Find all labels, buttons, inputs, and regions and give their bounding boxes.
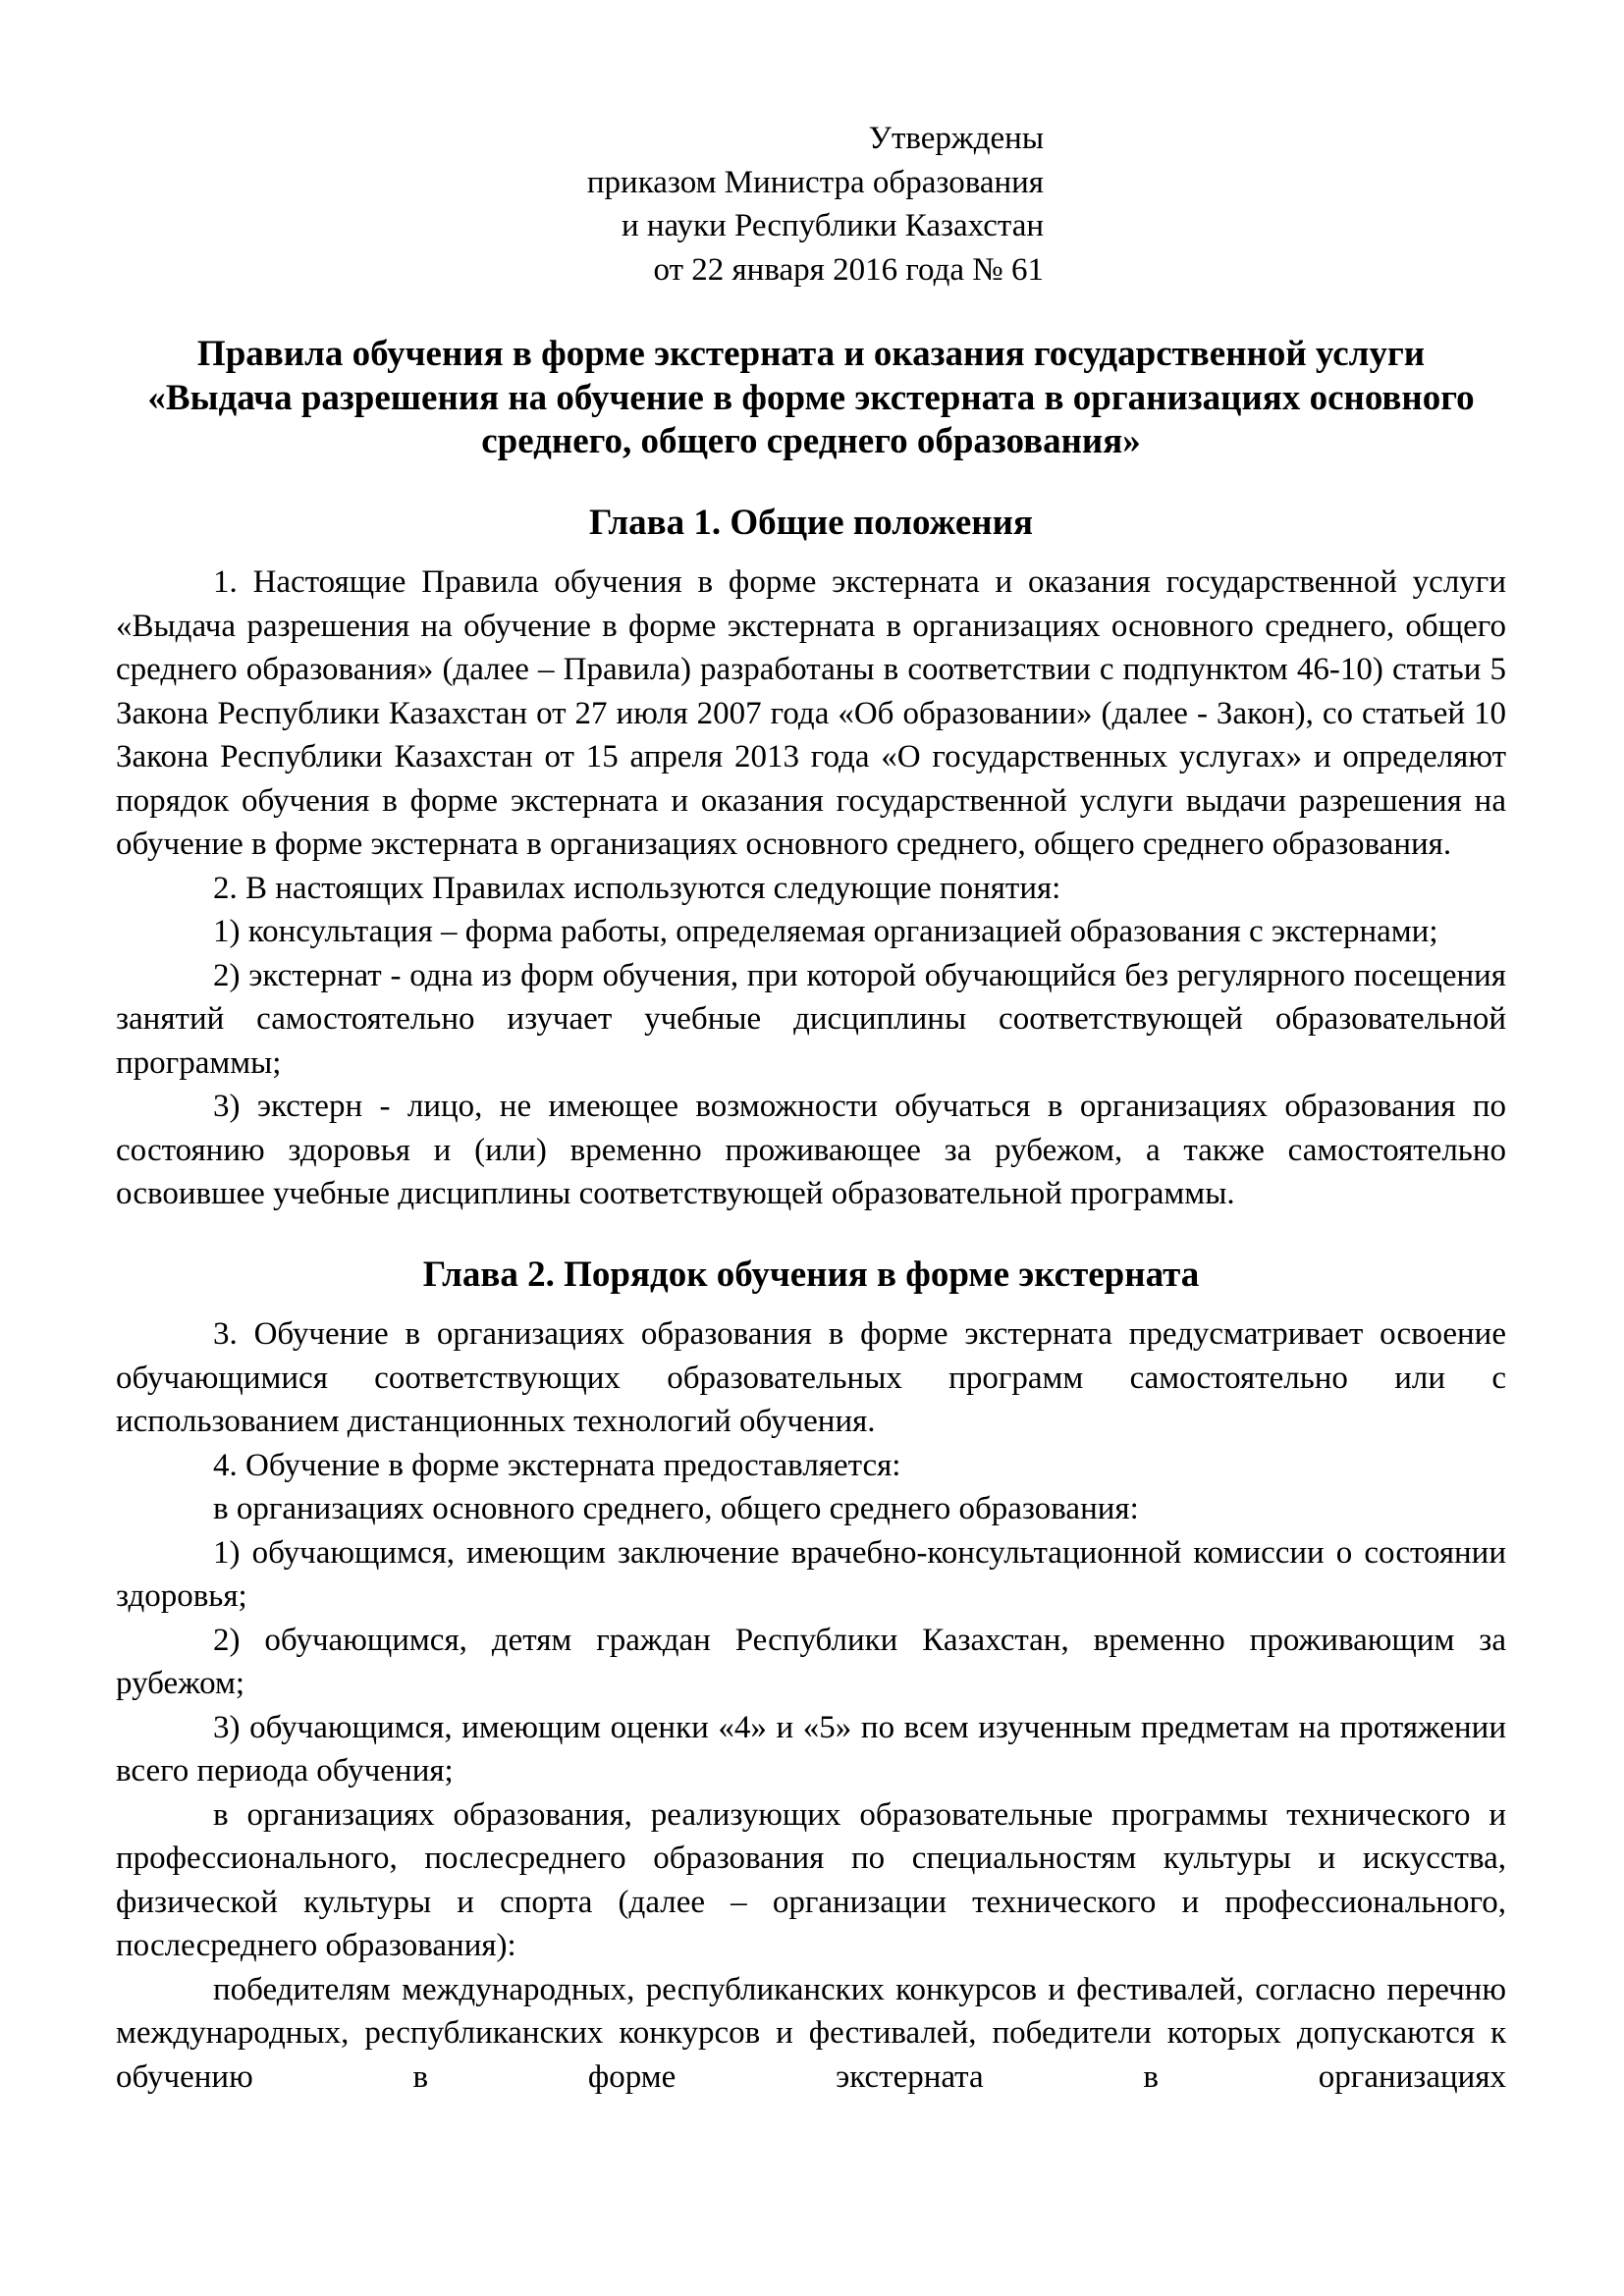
paragraph: 1. Настоящие Правила обучения в форме экстерната и оказания государственной услуги «Выдача разрешения на обучение в форме экстерната в организациях основного среднего, общего среднего образования» (далее – Правила) разработаны в соответствии с подпунктом 46-10) статьи 5 Закона Республики Казахстан от 27 июля 2007 года «Об образовании» (далее - Закон), со статьей 10 Закона Республики Казахстан от 15 апреля 2013 года «О государственных услугах» и определяют порядок обучения в форме экстерната и оказания государственной услуги выдачи разрешения на обучение в форме экстерната в организациях основного среднего, общего среднего образования. xyxy=(116,564,1506,862)
title-line: среднего, общего среднего образования» xyxy=(481,421,1141,461)
paragraph: 2. В настоящих Правилах используются следующие понятия: xyxy=(213,870,1061,906)
title-line: «Выдача разрешения на обучение в форме экстерната в организациях основного xyxy=(147,377,1475,418)
approval-block xyxy=(116,117,1044,292)
approval-line: Утверждены xyxy=(868,121,1044,156)
chapter-2 xyxy=(116,1254,1506,2100)
paragraph: 3) обучающимся, имеющим оценки «4» и «5» по всем изученным предметам на протяжении всего периода обучения; xyxy=(116,1709,1506,1789)
chapter-1-heading: Глава 1. Общие положения xyxy=(589,502,1033,543)
paragraph: 3. Обучение в организациях образования в форме экстерната предусматривает освоение обучающимися соответствующих образовательных программ самостоятельно или с использованием дистанционных технологий обучения. xyxy=(116,1316,1506,1439)
approval-line: от 22 января 2016 года № 61 xyxy=(653,251,1044,288)
document-title xyxy=(116,333,1506,464)
paragraph: 3) экстерн - лицо, не имеющее возможности обучаться в организациях образования по состоянию здоровья и (или) временно проживающее за рубежом, а также самостоятельно освоившее учебные дисциплины соответствующей образовательной программы. xyxy=(116,1089,1506,1211)
title-line: Правила обучения в форме экстерната и оказания государственной услуги xyxy=(196,334,1426,374)
approval-line: приказом Министра образования xyxy=(586,164,1044,200)
paragraph: 1) обучающимся, имеющим заключение врачебно-консультационной комиссии о состоянии здоровья; xyxy=(116,1534,1506,1614)
paragraph: в организациях образования, реализующих образовательные программы технического и профессионального, послесреднего образования по специальностям культуры и искусства, физической культуры и спорта (далее – организации технического и профессионального, послесреднего образования): xyxy=(116,1796,1506,1963)
paragraph: 4. Обучение в форме экстерната предоставляется: xyxy=(213,1447,901,1483)
paragraph-continued-on-next-page: победителям международных, республиканских конкурсов и фестивалей, согласно перечню международных, республиканских конкурсов и фестивалей, победители которых допускаются к обучению в форме экстерната в организациях xyxy=(116,1971,1506,2095)
approval-line: и науки Республики Казахстан xyxy=(621,208,1044,243)
chapter-2-heading: Глава 2. Порядок обучения в форме экстерната xyxy=(422,1254,1200,1295)
paragraph: 2) обучающимся, детям граждан Республики Казахстан, временно проживающим за рубежом; xyxy=(116,1622,1506,1701)
paragraph: 2) экстернат - одна из форм обучения, при которой обучающийся без регулярного посещения занятий самостоятельно изучает учебные дисциплины соответствующей образовательной программы; xyxy=(116,957,1506,1081)
chapter-1 xyxy=(116,502,1506,1216)
paragraph: в организациях основного среднего, общего среднего образования: xyxy=(213,1491,1139,1526)
paragraph: 1) консультация – форма работы, определяемая организацией образования с экстернами; xyxy=(213,914,1438,949)
